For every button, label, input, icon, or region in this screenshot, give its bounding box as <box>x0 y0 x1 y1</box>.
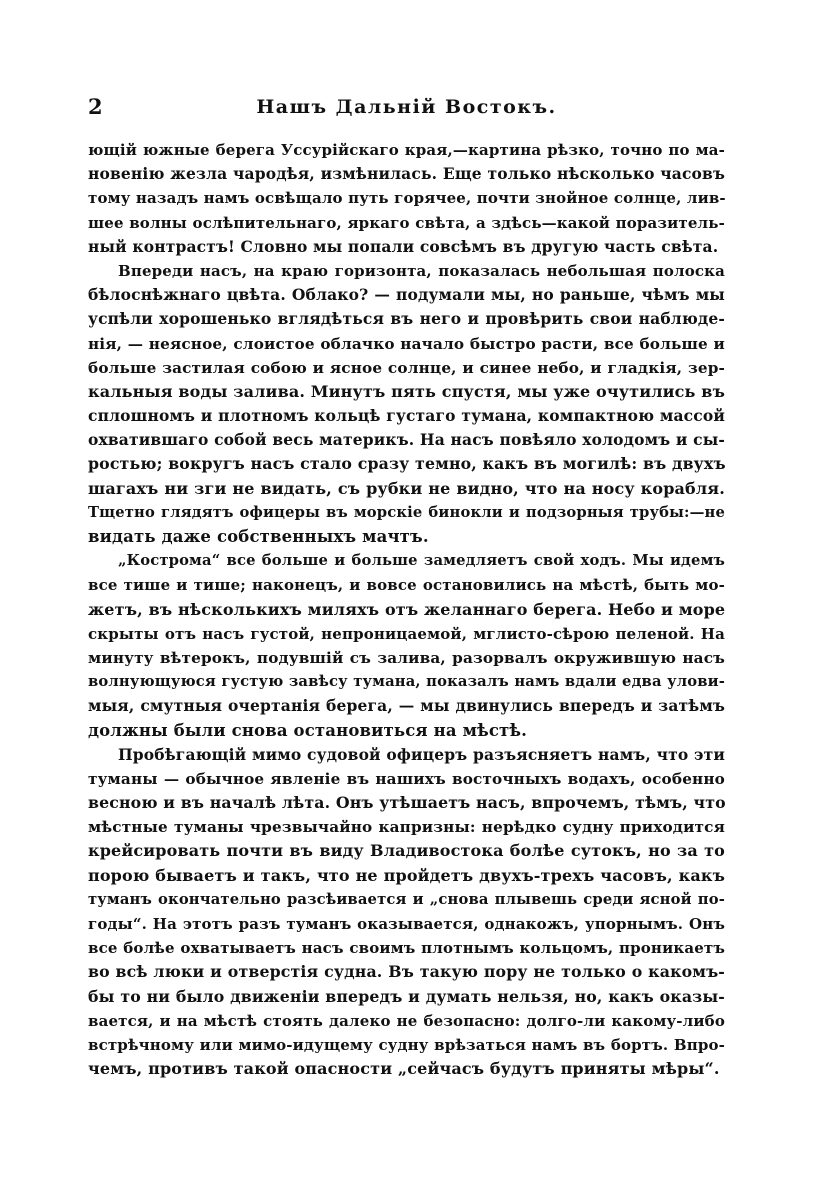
text-line: сплошномъ и плотномъ кольцѣ густаго тумана, компактною массой <box>88 406 725 426</box>
text-line: минуту вѣтерокъ, подувшій съ залива, разорвалъ окружившую насъ <box>88 648 725 667</box>
text-line: видать даже собственныхъ мачтъ. <box>88 527 429 546</box>
text-line: все болѣе охватываетъ насъ своимъ плотнымъ кольцомъ, проникаетъ <box>88 939 725 958</box>
text-line: „Кострома“ все больше и больше замедляетъ свой ходъ. Мы идемъ <box>118 552 725 570</box>
running-title: Нашъ Дальній Востокъ. <box>256 96 557 118</box>
text-line: бы то ни было движеніи впередъ и думать нельзя, но, какъ оказы- <box>88 986 725 1006</box>
text-line: весною и въ началѣ лѣта. Онъ утѣшаетъ насъ, впрочемъ, тѣмъ, что <box>88 793 726 813</box>
text-line: ростью; вокругъ насъ стало сразу темно, какъ въ могилѣ: въ двухъ <box>88 454 726 474</box>
text-line: скрыты отъ насъ густой, непроницаемой, мглисто-сѣрою пеленой. На <box>88 624 725 643</box>
text-line: бѣлоснѣжнаго цвѣта. Облако? — подумали мы, но раньше, чѣмъ мы <box>88 285 725 305</box>
text-line: во всѣ люки и отверстія судна. Въ такую пору не только о какомъ- <box>88 962 725 982</box>
text-line: волнующуюся густую завѣсу тумана, показалъ намъ вдали едва улови- <box>88 673 725 691</box>
text-line: крейсировать почти въ виду Владивостока болѣе сутокъ, но за то <box>88 841 725 861</box>
text-line: жетъ, въ нѣсколькихъ миляхъ отъ желаннаго берега. Небо и море <box>88 599 726 619</box>
text-line: Пробѣгающій мимо судовой офицеръ разъясняетъ намъ, что эти <box>118 744 725 764</box>
text-line: должны были снова остановиться на мѣстѣ. <box>88 720 528 740</box>
text-line: шее волны ослѣпительнаго, яркаго свѣта, а здѣсь—какой поразитель- <box>88 213 725 232</box>
text-line: встрѣчному или мимо-идущему судну врѣзаться намъ въ бортъ. Впро- <box>88 1035 725 1054</box>
text-line: успѣли хорошенько вглядѣться въ него и провѣрить свои наблюде- <box>88 309 725 329</box>
text-line: шагахъ ни зги не видать, съ рубки не видно, что на носу корабля. <box>88 478 725 498</box>
text-line: тому назадъ намъ освѣщало путь горячее, почти знойное солнце, лив- <box>88 189 726 208</box>
text-line: вается, и на мѣстѣ стоять далеко не безопасно: долго-ли какому-либо <box>88 1011 725 1030</box>
paragraph-1 <box>88 138 725 259</box>
page-number: 2 <box>88 94 103 119</box>
text-line: ющій южные берега Уссурійскаго края,—картина рѣзко, точно по ма- <box>88 141 725 159</box>
text-line: туманы — обычное явленіе въ нашихъ восточныхъ водахъ, особенно <box>88 769 725 788</box>
paragraph-2 <box>88 259 725 549</box>
text-line: порою бываетъ и такъ, что не пройдетъ двухъ-трехъ часовъ, какъ <box>88 865 725 885</box>
text-line: мыя, смутныя очертанія берега, — мы двинулись впередъ и затѣмъ <box>88 696 725 716</box>
paragraph-3 <box>88 549 725 743</box>
text-line: ный контрастъ! Словно мы попали совсѣмъ въ другую часть свѣта. <box>88 236 719 256</box>
text-line: Впереди насъ, на краю горизонта, показалась небольшая полоска <box>118 261 725 280</box>
text-line: охватившаго собой весь материкъ. На насъ повѣяло холодомъ и сы- <box>88 430 725 450</box>
paragraph-4 <box>88 743 725 1082</box>
text-line: чемъ, противъ такой опасности „сейчасъ будутъ приняты мѣры“. <box>88 1059 720 1079</box>
text-line: новенію жезла чародѣя, измѣнилась. Еще только нѣсколько часовъ <box>88 164 725 184</box>
text-line: мѣстные туманы чрезвычайно капризны: нерѣдко судну приходится <box>88 818 725 837</box>
text-line: кальныя воды залива. Минутъ пять спустя, мы уже очутились въ <box>88 381 725 401</box>
page-header <box>88 90 725 124</box>
text-line: нія, — неясное, слоистое облачко начало быстро расти, все больше и <box>88 334 725 353</box>
text-line: Тщетно глядятъ офицеры въ морскіе бинокли и подзорныя трубы:—не <box>88 503 725 521</box>
text-line: годы“. На этотъ разъ туманъ оказывается, однакожъ, упорнымъ. Онъ <box>88 915 725 933</box>
text-line: больше застилая собою и ясное солнце, и синее небо, и гладкія, зер- <box>88 358 725 377</box>
text-line: туманъ окончательно разсѣивается и „снова плывешь среди ясной по- <box>88 890 725 908</box>
text-line: все тише и тише; наконецъ, и вовсе остановились на мѣстѣ, быть мо- <box>88 576 725 595</box>
body-text <box>88 138 725 1081</box>
